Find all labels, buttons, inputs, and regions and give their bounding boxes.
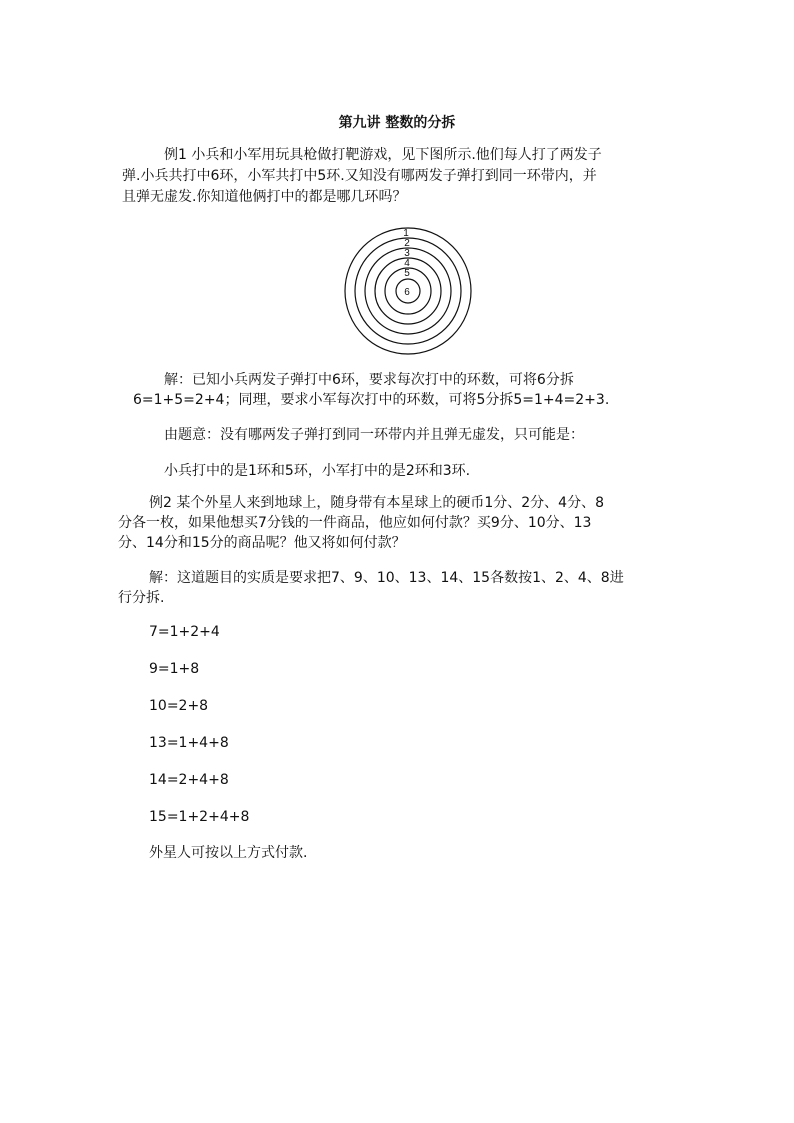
page-title: 第九讲 整数的分拆: [338, 115, 456, 131]
ring-label-2: 2: [404, 238, 410, 249]
example1-answer: 小兵打中的是1环和5环，小军打中的是2环和3环.: [164, 463, 471, 479]
equation: 13=1+4+8: [149, 735, 229, 751]
equation: 14=2+4+8: [149, 772, 229, 788]
equation: 15=1+2+4+8: [149, 809, 250, 825]
example2-line-3: 分、14分和15分的商品呢？他又将如何付款？: [118, 535, 406, 551]
ring-label-6: 6: [404, 287, 410, 298]
example1-line-2: 弹.小兵共打中6环，小军共打中5环.又知没有哪两发子弹打到同一环带内，并: [122, 168, 597, 184]
ring-label-4: 4: [404, 258, 410, 269]
example1-line-3: 且弹无虚发.你知道他俩打中的都是哪几环吗？: [122, 189, 407, 205]
example2-conclusion: 外星人可按以上方式付款.: [149, 845, 308, 861]
equation: 10=2+8: [149, 698, 209, 714]
example2-line-1: 例2 某个外星人来到地球上，随身带有本星球上的硬币1分、2分、4分、8: [149, 495, 604, 511]
equation: 9=1+8: [149, 661, 200, 677]
ring-label-5: 5: [404, 268, 410, 279]
example1-line-1: 例1 小兵和小军用玩具枪做打靶游戏，见下图所示.他们每人打了两发子: [164, 147, 602, 163]
ring-label-1: 1: [403, 228, 409, 239]
example2-solution-line-2: 行分拆.: [118, 590, 165, 606]
target-diagram: [338, 218, 478, 358]
example1-solution-line-1: 解：已知小兵两发子弹打中6环，要求每次打中的环数，可将6分拆: [164, 372, 574, 388]
example1-reasoning: 由题意：没有哪两发子弹打到同一环带内并且弹无虚发，只可能是：: [164, 427, 584, 443]
ring-label-3: 3: [404, 248, 410, 259]
example1-solution-line-2: 6=1+5=2+4；同理，要求小军每次打中的环数，可将5分拆5=1+4=2+3.: [133, 392, 610, 408]
example2-line-2: 分各一枚，如果他想买7分钱的一件商品，他应如何付款？买9分、10分、13: [118, 515, 592, 531]
example2-solution-line-1: 解：这道题目的实质是要求把7、9、10、13、14、15各数按1、2、4、8进: [149, 570, 624, 586]
equation: 7=1+2+4: [149, 624, 220, 640]
